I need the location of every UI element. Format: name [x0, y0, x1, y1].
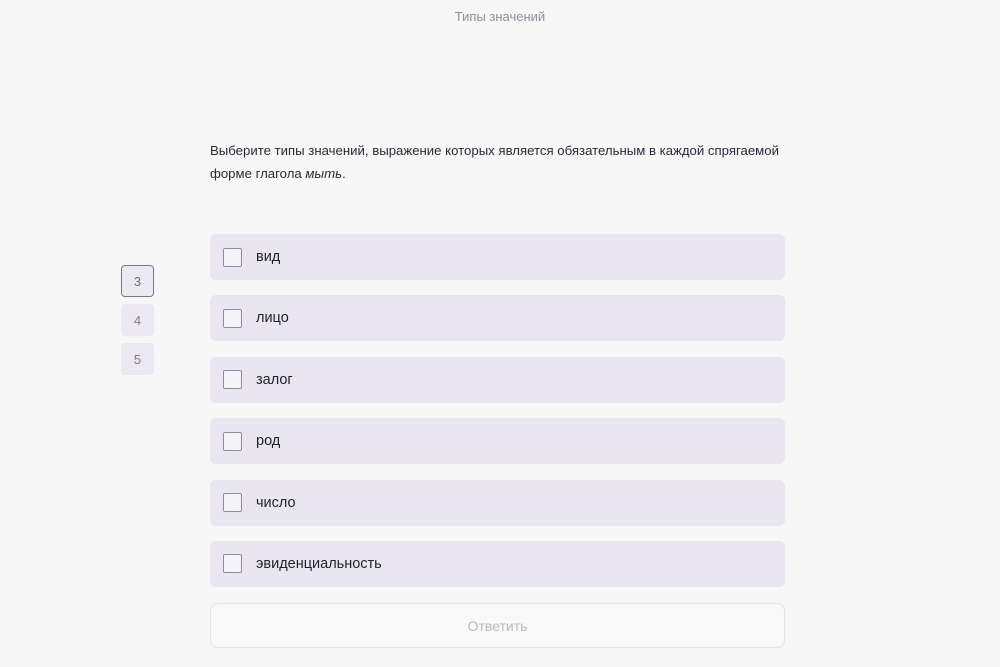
- checkbox[interactable]: [223, 554, 242, 573]
- options-list: [210, 234, 785, 602]
- option-label: число: [256, 494, 296, 511]
- checkbox[interactable]: [223, 370, 242, 389]
- checkbox[interactable]: [223, 248, 242, 267]
- question-emphasis: мыть: [305, 166, 343, 181]
- question-nav: [121, 265, 154, 382]
- submit-button[interactable]: Ответить: [210, 603, 785, 648]
- checkbox[interactable]: [223, 493, 242, 512]
- option-label: залог: [256, 371, 293, 388]
- option-label: эвиденциальность: [256, 555, 382, 572]
- question-text-end: .: [342, 166, 346, 181]
- option-label: вид: [256, 249, 281, 265]
- question-text-main: Выберите типы значений, выражение которых является обязательным в каждой спрягаемой форме глагола: [210, 143, 779, 181]
- nav-item-4[interactable]: 4: [121, 304, 154, 336]
- option-chislo[interactable]: [210, 480, 785, 526]
- page-title: Типы значений: [454, 9, 546, 24]
- option-litso[interactable]: [210, 295, 785, 341]
- option-evidentsialnost[interactable]: [210, 541, 785, 587]
- nav-item-5[interactable]: 5: [121, 343, 154, 375]
- nav-item-3[interactable]: 3: [121, 265, 154, 297]
- checkbox[interactable]: [223, 309, 242, 328]
- checkbox[interactable]: [223, 432, 242, 451]
- option-rod[interactable]: [210, 418, 785, 464]
- option-label: лицо: [256, 310, 289, 327]
- option-label: род: [256, 433, 281, 450]
- question-text: [210, 139, 790, 185]
- option-vid[interactable]: [210, 234, 785, 280]
- option-zalog[interactable]: [210, 357, 785, 403]
